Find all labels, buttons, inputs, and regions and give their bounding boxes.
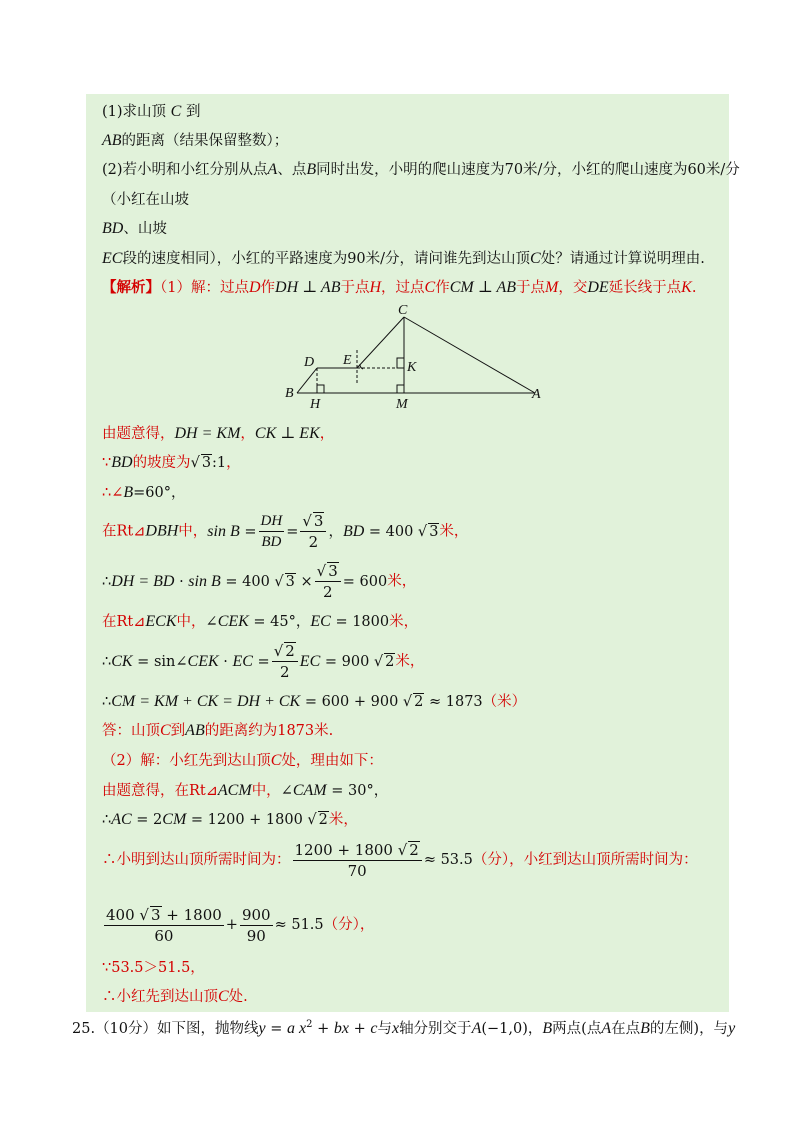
solution-line8a: ∴CK = sin∠CEK · EC = $\frac{√ 2}{2}$ EC = 900 √ 2米， [102,642,425,681]
solution-line6: ∴DH = BD · sin B = 400 √ 3 × $\frac{√ 3}{2}$ = 600米， [102,562,417,601]
question-part2-cont3: EC段的速度相同），小红的平路速度为90米/分，请问谁先到达山顶C处？请通过计算说明理由. [102,250,705,267]
solution-line7: 在Rt⊿ECK中，∠CEK = 45°，EC = 1800米， [102,613,419,630]
solution-line4: ∴∠B=60°， [102,484,186,501]
question-part2-cont2: BD、山坡 [102,220,167,237]
label-E: E [343,353,352,368]
label-H: H [310,397,321,412]
solution-line5: 在Rt⊿DBH中，sin B = $\frac{DH}{BD}$ = $\frac{√ 3}{2}$ ，BD = 400 √ 3米， [102,512,469,551]
solution-line8: ∴CM = KM + CK = DH + CK = 600 + 900 √ 2 ≈ 1873（米） [102,693,527,710]
angle-E [360,364,363,369]
question-part2-cont1: （小红在山坡 [102,192,189,208]
line-BD [297,368,317,393]
right-angle-M [397,385,404,393]
solution-line9: 答：山顶C到AB的距离约为1873米. [102,722,334,739]
solution-line13: ∴小明到达山顶所需时间为： $\frac{1200 + 1800 √ 2}{70}$ ≈ 53.5（分），小红到达山顶所需时间为： [102,840,698,880]
label-A: A [532,387,541,402]
solution-line14: $\frac{400 √ 3 + 1800}{60}$ + $\frac{900}{90}$ ≈ 51.5（分）， [106,905,375,945]
label-K: K [407,360,417,375]
solution-line10: （2）解：小红先到达山顶C处，理由如下： [102,752,383,769]
solution-line1: 【解析】（1）解：过点D作DH ⊥ AB于点H，过点C作CM ⊥ AB于点M，交DE延长线于点K. [102,279,697,296]
solution-line16: ∴小红先到达山顶C处. [102,988,248,1005]
solution-line15: ∵53.5＞51.5， [102,960,205,976]
next-question-line: 25.（10分）如下图，抛物线y = a $x^2$ + bx + c与x轴分别交于A(−1,0)，B两点(点A在点B的左侧)，与y [72,1019,736,1037]
line-CA [404,317,535,393]
question-part1: (1)求山顶 C 到 [102,103,201,120]
question-part1-cont: AB的距离（结果保留整数）； [102,132,289,149]
geometry-diagram [280,300,550,412]
solution-line3: ∵BD的坡度为√ 3:1， [102,454,241,471]
label-M: M [396,397,408,412]
solution-line12: ∴AC = 2CM = 1200 + 1800 √ 2米， [102,811,358,828]
right-angle-K [397,358,404,368]
solution-line2: 由题意得，DH = KM，CK ⊥ EK， [102,425,335,442]
label-B: B [285,386,294,401]
right-angle-H [317,385,324,393]
label-D: D [304,355,315,370]
label-C: C [398,303,408,318]
question-part2: (2)若小明和小红分别从点A、点B同时出发，小明的爬山速度为70米/分，小红的爬山速度为60米/分 [102,161,740,178]
solution-line11: 由题意得，在Rt⊿ACM中，∠CAM = 30°， [102,782,389,799]
